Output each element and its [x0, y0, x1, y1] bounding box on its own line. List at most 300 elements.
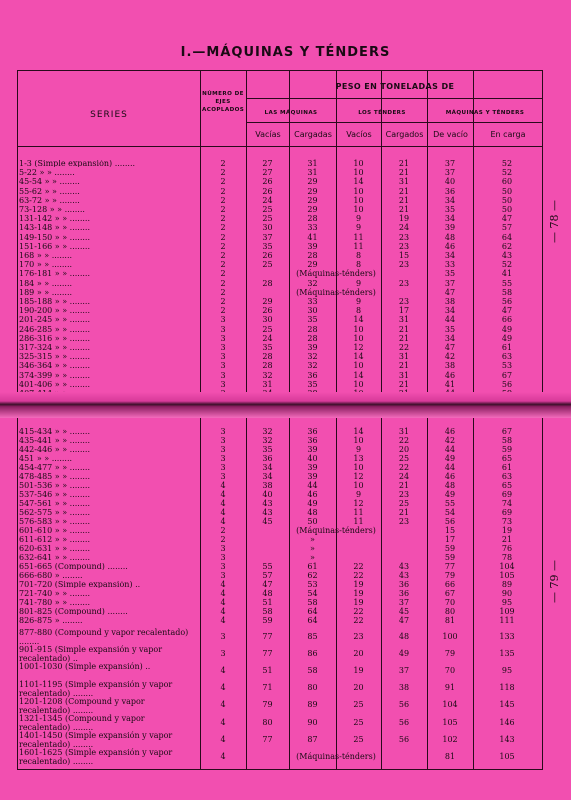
value-cell: 90 [307, 717, 318, 727]
header-peso: PESO EN TONELADAS DE [335, 82, 455, 91]
value-cell: 67 [444, 589, 456, 598]
value-cell: 64 [307, 616, 318, 625]
value-cell: 49 [307, 499, 318, 508]
value-cell: 2 [220, 168, 226, 178]
value-cell: 4 [220, 490, 226, 499]
value-cell: 73 [501, 517, 513, 526]
value-cell: 78 [501, 553, 513, 562]
value-cell: 14 [353, 315, 364, 325]
page-title: I.—MÁQUINAS Y TÉNDERS [180, 45, 391, 60]
value-cell: 12 [353, 472, 364, 481]
value-cell: 63 [501, 472, 513, 481]
value-cell: 32 [307, 278, 318, 288]
value-cell: 34 [262, 463, 273, 472]
value-cell: 35 [262, 343, 273, 352]
value-cell: 23 [398, 232, 410, 242]
series-cell: 170 » » ........ [19, 261, 73, 269]
value-cell: 31 [398, 427, 410, 436]
value-cell: 3 [220, 562, 226, 571]
value-cell: 79 [444, 571, 456, 580]
value-cell: 58 [307, 598, 318, 607]
value-cell: 21 [398, 195, 410, 205]
value-cell: 40 [444, 177, 456, 187]
value-cell: 20 [398, 445, 410, 454]
value-cell: 32 [307, 352, 318, 362]
value-cell: 3 [220, 333, 226, 343]
value-cell: 2 [220, 177, 226, 187]
value-cell: 85 [307, 631, 318, 641]
value-cell: 25 [353, 734, 364, 744]
value-cell: 31 [307, 159, 318, 168]
value-cell: 46 [307, 490, 318, 499]
value-cell: 133 [499, 631, 515, 641]
series-cell: 435-441 » » ........ [19, 437, 91, 445]
value-cell: 81 [444, 751, 456, 761]
value-cell: 31 [398, 315, 410, 325]
value-cell: 55 [444, 499, 456, 508]
value-cell: 45 [262, 517, 273, 526]
series-cell: 201-245 » » ........ [19, 316, 91, 324]
value-cell: 53 [501, 361, 513, 371]
value-cell: 47 [501, 306, 513, 316]
series-cell: 168 » » ........ [19, 252, 73, 260]
value-cell: 14 [353, 370, 364, 380]
value-cell: 53 [307, 580, 318, 589]
value-cell: 22 [398, 463, 410, 472]
value-cell: 21 [398, 333, 410, 343]
header-en-carga: En carga [490, 130, 526, 139]
value-cell: 22 [353, 571, 364, 580]
value-cell: 34 [444, 306, 456, 316]
series-cell: 415-434 » » ........ [19, 428, 91, 436]
series-cell: 632-641 » » ........ [19, 554, 91, 562]
value-cell: 21 [398, 159, 410, 168]
value-cell: 2 [220, 241, 226, 251]
value-cell: 104 [499, 562, 515, 571]
series-cell: 401-406 » » ........ [19, 380, 91, 389]
value-cell: 11 [353, 232, 364, 242]
value-cell: 37 [398, 665, 410, 675]
series-cell: 246-285 » » ........ [19, 325, 91, 333]
series-cell: 1-3 (Simple expansión) ........ [19, 160, 136, 168]
value-cell: 10 [353, 205, 364, 214]
value-cell: 24 [398, 223, 410, 233]
value-cell: 40 [307, 454, 318, 463]
value-cell: 4 [220, 665, 226, 675]
value-cell: 8 [355, 260, 362, 270]
value-cell: 48 [307, 508, 318, 517]
value-cell: 9 [355, 490, 362, 499]
value-cell: 29 [307, 205, 318, 214]
value-cell: 23 [398, 490, 410, 499]
series-cell: 721-740 » » ........ [19, 590, 91, 598]
value-cell: 47 [444, 343, 456, 352]
value-cell: 33 [444, 260, 456, 270]
series-cell: 666-680 » ........ [19, 572, 83, 580]
value-cell: 2 [220, 278, 226, 288]
value-cell: 35 [307, 379, 318, 389]
value-cell: 41 [501, 269, 513, 279]
value-cell: 4 [220, 607, 226, 616]
value-cell: 28 [262, 352, 273, 362]
value-cell: 135 [499, 648, 515, 658]
value-cell: 21 [398, 379, 410, 389]
value-cell: 19 [353, 589, 364, 598]
value-cell: 52 [501, 260, 513, 270]
value-cell: 3 [220, 436, 226, 445]
value-cell: 44 [444, 315, 456, 325]
value-cell: 49 [501, 333, 513, 343]
value-cell: 4 [220, 751, 226, 761]
value-cell: 58 [262, 607, 273, 616]
series-cell: 501-536 » » ........ [19, 482, 91, 490]
value-cell: 9 [355, 445, 362, 454]
value-cell: » [310, 553, 315, 562]
series-cell: 1201-1208 (Compound y vapor recalentado) ........ [19, 696, 145, 715]
value-cell: 56 [398, 700, 410, 710]
value-cell: 47 [398, 616, 410, 625]
value-cell: 21 [501, 535, 513, 544]
value-cell: 54 [307, 589, 318, 598]
value-cell: 47 [444, 287, 456, 297]
value-cell: 69 [501, 508, 513, 517]
value-cell: 3 [220, 472, 226, 481]
series-cell: 478-485 » » ........ [19, 473, 91, 481]
value-cell: 39 [307, 463, 318, 472]
value-cell: 52 [501, 159, 513, 168]
value-cell: 3 [220, 427, 226, 436]
value-cell: 2 [220, 232, 226, 242]
value-cell: 61 [307, 562, 318, 571]
series-cell: 611-612 » » ........ [19, 536, 91, 544]
value-cell: 31 [262, 379, 273, 389]
value-cell: 65 [501, 481, 513, 490]
series-cell: 562-575 » » ........ [19, 509, 91, 517]
value-cell: 59 [262, 616, 273, 625]
value-cell: 32 [262, 370, 273, 380]
series-cell: 826-875 » ........ [19, 617, 83, 625]
value-cell: 77 [444, 562, 456, 571]
value-cell: 4 [220, 589, 226, 598]
series-cell: 537-546 » » ........ [19, 491, 91, 499]
value-cell: 10 [353, 186, 364, 196]
value-cell: 50 [501, 205, 513, 214]
value-cell: 24 [262, 195, 273, 205]
value-cell: 10 [353, 195, 364, 205]
value-cell: 3 [220, 454, 226, 463]
value-cell: 26 [262, 177, 273, 187]
value-cell: 33 [307, 297, 318, 306]
series-cell: 877-880 (Compound y vapor recalentado) ........ [19, 628, 189, 646]
series-cell: 1321-1345 (Compound y vapor recalentado) ........ [19, 714, 145, 732]
value-cell: 37 [444, 159, 456, 168]
value-cell: 67 [501, 427, 513, 436]
value-cell: 80 [262, 717, 273, 727]
value-cell: 44 [307, 481, 318, 490]
series-cell: 190-200 » » ........ [19, 307, 91, 315]
value-cell: 100 [442, 631, 458, 641]
value-cell: 35 [262, 241, 273, 251]
value-cell: 43 [262, 499, 273, 508]
value-cell: 39 [307, 343, 318, 352]
value-cell: 3 [220, 343, 226, 352]
value-cell: » [310, 544, 315, 553]
value-cell: 58 [307, 665, 318, 675]
value-cell: 14 [353, 427, 364, 436]
value-cell: 89 [501, 580, 513, 589]
value-cell: 22 [353, 562, 364, 571]
value-cell: 69 [501, 490, 513, 499]
value-cell: 4 [220, 616, 226, 625]
value-cell: 36 [307, 370, 318, 380]
series-cell: 801-825 (Compound) ........ [19, 608, 128, 616]
page-number-top: — 78 — [548, 200, 561, 243]
series-cell: 55-62 » » ........ [19, 187, 80, 195]
header-ejes: NÚMERO DE EJES ACOPLADOS [202, 91, 245, 113]
value-cell: 4 [220, 734, 226, 744]
value-cell: 2 [220, 214, 226, 224]
value-cell: 24 [398, 472, 410, 481]
series-cell: 1601-1625 (Simple expansión y vapor recalentado) ........ [19, 748, 173, 767]
value-cell: 45 [398, 607, 410, 616]
value-cell: 10 [353, 361, 364, 371]
value-cell: 29 [307, 260, 318, 270]
value-cell: 118 [499, 683, 515, 693]
value-cell: 37 [444, 278, 456, 288]
value-cell: 80 [307, 683, 318, 693]
value-cell: 19 [353, 665, 364, 675]
value-cell: 10 [353, 481, 364, 490]
value-cell: 77 [262, 631, 273, 641]
value-cell: 66 [501, 315, 513, 325]
value-cell: » [310, 535, 315, 544]
value-cell: 48 [262, 589, 273, 598]
value-cell: 25 [398, 454, 410, 463]
series-cell: 63-72 » » ........ [19, 196, 80, 205]
series-cell: 701-720 (Simple expansión) .. [19, 581, 141, 589]
value-cell: 10 [353, 333, 364, 343]
value-cell: 44 [444, 445, 456, 454]
value-cell: 26 [262, 251, 273, 260]
value-cell: 28 [307, 251, 318, 260]
value-cell: 11 [353, 241, 364, 251]
value-cell: 25 [353, 717, 364, 727]
value-cell: 102 [442, 734, 458, 744]
value-cell: 15 [398, 251, 410, 260]
value-cell: 81 [444, 616, 456, 625]
value-cell: 23 [398, 241, 410, 251]
value-cell: 4 [220, 580, 226, 589]
value-cell: 22 [353, 607, 364, 616]
value-cell: 44 [444, 463, 456, 472]
value-cell: 64 [501, 232, 513, 242]
value-cell: 59 [501, 445, 513, 454]
value-cell: 43 [501, 251, 513, 260]
value-cell: 13 [353, 454, 364, 463]
value-cell: 36 [307, 427, 318, 436]
value-cell: 42 [444, 436, 456, 445]
value-cell: 105 [442, 717, 458, 727]
value-cell: 26 [262, 306, 273, 316]
header-rule [246, 122, 543, 123]
value-cell: 25 [262, 260, 273, 270]
value-cell: 2 [220, 297, 226, 306]
value-cell: 41 [444, 379, 456, 389]
value-cell: 95 [501, 665, 513, 675]
value-cell: 60 [501, 177, 513, 187]
value-cell: 3 [220, 631, 226, 641]
value-cell: 21 [398, 186, 410, 196]
value-cell: 39 [444, 223, 456, 233]
value-cell: 86 [307, 648, 318, 658]
value-cell: 50 [501, 195, 513, 205]
value-cell: 46 [444, 241, 456, 251]
value-cell: 4 [220, 717, 226, 727]
value-cell: 3 [220, 544, 226, 553]
value-cell: 36 [398, 580, 410, 589]
value-cell: 35 [444, 205, 456, 214]
value-cell: (Máquinas-ténders) [296, 287, 376, 297]
value-cell: 11 [353, 517, 364, 526]
value-cell: 10 [353, 324, 364, 334]
value-cell: 146 [499, 717, 515, 727]
value-cell: 29 [262, 297, 273, 306]
value-cell: 89 [307, 700, 318, 710]
page-tear [0, 392, 571, 418]
value-cell: 8 [355, 251, 362, 260]
value-cell: 74 [501, 499, 513, 508]
value-cell: 34 [444, 195, 456, 205]
value-cell: 29 [307, 186, 318, 196]
value-cell: 4 [220, 499, 226, 508]
value-cell: 35 [444, 269, 456, 279]
series-cell: 45-54 » » ........ [19, 178, 80, 186]
value-cell: 48 [398, 631, 410, 641]
value-cell: 39 [307, 241, 318, 251]
value-cell: 4 [220, 481, 226, 490]
value-cell: 34 [444, 251, 456, 260]
value-cell: 56 [501, 297, 513, 306]
value-cell: 50 [307, 517, 318, 526]
value-cell: 38 [444, 361, 456, 371]
value-cell: 3 [220, 648, 226, 658]
value-cell: 35 [444, 324, 456, 334]
value-cell: 4 [220, 598, 226, 607]
value-cell: 36 [262, 454, 273, 463]
value-cell: 14 [353, 352, 364, 362]
value-cell: 29 [307, 177, 318, 187]
header-rule [246, 98, 543, 99]
value-cell: (Máquinas-ténders) [296, 751, 376, 761]
value-cell: 10 [353, 463, 364, 472]
value-cell: 24 [262, 333, 273, 343]
value-cell: 14 [353, 177, 364, 187]
value-cell: 36 [398, 589, 410, 598]
value-cell: 25 [398, 499, 410, 508]
value-cell: 25 [353, 700, 364, 710]
value-cell: 38 [444, 297, 456, 306]
series-cell: 454-477 » » ........ [19, 464, 91, 472]
value-cell: 25 [262, 324, 273, 334]
value-cell: 8 [355, 306, 362, 316]
value-cell: 9 [355, 214, 362, 224]
series-cell: 185-188 » » ........ [19, 298, 91, 306]
value-cell: 2 [220, 526, 226, 535]
series-cell: 176-181 » » ........ [19, 270, 91, 278]
value-cell: 2 [220, 205, 226, 214]
series-cell: 189 » » ........ [19, 288, 73, 297]
value-cell: 76 [501, 544, 513, 553]
value-cell: 46 [444, 427, 456, 436]
series-cell: 601-610 » » ........ [19, 527, 91, 535]
series-cell: 151-166 » » ........ [19, 242, 91, 251]
header-maq-tend: MÁQUINAS Y TÉNDERS [445, 110, 525, 116]
header-cargados: Cargados [385, 130, 424, 139]
value-cell: 2 [220, 195, 226, 205]
value-cell: 23 [398, 278, 410, 288]
value-cell: 29 [307, 195, 318, 205]
header-de-vacio: De vacío [433, 130, 468, 139]
value-cell: 71 [262, 683, 273, 693]
value-cell: 22 [398, 343, 410, 352]
value-cell: 41 [307, 232, 318, 242]
series-cell: 131-142 » » ........ [19, 215, 91, 223]
value-cell: 79 [444, 648, 456, 658]
value-cell: 35 [307, 315, 318, 325]
value-cell: 3 [220, 463, 226, 472]
value-cell: 49 [444, 454, 456, 463]
value-cell: 3 [220, 324, 226, 334]
header-vacias: Vacías [255, 130, 281, 139]
series-cell: 149-150 » » ........ [19, 233, 91, 241]
value-cell: 80 [444, 607, 456, 616]
value-cell: 59 [444, 544, 456, 553]
value-cell: 48 [444, 232, 456, 242]
value-cell: 43 [262, 508, 273, 517]
value-cell: 30 [307, 306, 318, 316]
value-cell: 20 [353, 683, 364, 693]
value-cell: 54 [444, 508, 456, 517]
series-cell: 1401-1450 (Simple expansión y vapor recalentado) ........ [19, 731, 173, 750]
value-cell: 28 [262, 361, 273, 371]
series-cell: 547-561 » » ........ [19, 500, 91, 508]
value-cell: 21 [398, 168, 410, 178]
page-number-bottom: — 79 — [548, 560, 561, 603]
value-cell: 31 [307, 168, 318, 178]
value-cell: 12 [353, 343, 364, 352]
series-cell: 651-665 (Compound) ........ [19, 563, 128, 571]
value-cell: 51 [262, 665, 273, 675]
value-cell: 3 [220, 379, 226, 389]
value-cell: 77 [262, 734, 273, 744]
value-cell: 36 [444, 186, 456, 196]
value-cell: 35 [262, 445, 273, 454]
series-cell: 451 » » ........ [19, 455, 73, 463]
value-cell: 27 [262, 159, 273, 168]
value-cell: 67 [501, 370, 513, 380]
header-cargadas: Cargadas [294, 130, 332, 139]
value-cell: 61 [501, 463, 513, 472]
value-cell: 23 [398, 260, 410, 270]
value-cell: 39 [307, 445, 318, 454]
value-cell: 3 [220, 445, 226, 454]
value-cell: 46 [444, 472, 456, 481]
value-cell: 25 [262, 214, 273, 224]
value-cell: 23 [398, 517, 410, 526]
value-cell: 3 [220, 315, 226, 325]
value-cell: 9 [355, 297, 362, 306]
value-cell: 105 [499, 571, 515, 580]
